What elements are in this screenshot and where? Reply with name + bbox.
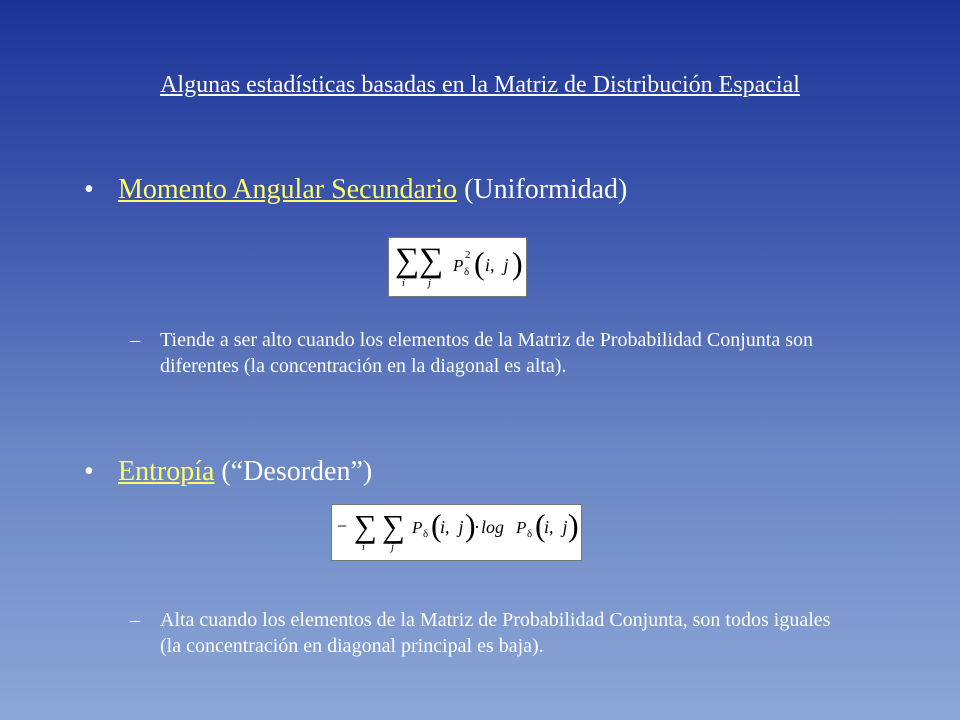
delta-subscript: δ (423, 528, 429, 540)
right-paren: ) (568, 507, 579, 543)
sum-symbol: ∑ (395, 242, 420, 279)
bullet-marker: • (84, 174, 94, 205)
sum-index-j: j (428, 277, 432, 289)
sub-bullet-dash: – (130, 329, 140, 351)
minus-sign: − (337, 516, 348, 536)
prob-symbol: P (412, 518, 423, 537)
description-entropy (130, 607, 850, 659)
bullet-term-qualifier: (“Desorden”) (214, 456, 373, 487)
prob-symbol: P (516, 518, 527, 537)
delta-subscript: δ (464, 266, 470, 278)
delta-subscript: δ (527, 528, 533, 540)
right-paren: ) (465, 507, 476, 543)
bullet-marker: • (84, 456, 94, 487)
multiply-dot: · (474, 517, 480, 537)
bullet-term-link[interactable]: Entropía (118, 456, 215, 487)
bullet-momento-angular (84, 174, 627, 206)
log-function: log (481, 517, 505, 537)
prob-symbol: P (453, 256, 464, 275)
bullet-term-qualifier: (Uniformidad) (457, 174, 628, 205)
left-paren: ( (431, 507, 442, 543)
args-i-j: i, j (440, 517, 464, 537)
description-text: Tiende a ser alto cuando los elementos de la Matriz de Probabilidad Conjunta son diferentes (la concentración en la diagonal es alta). (160, 329, 814, 377)
bullet-entropia (84, 456, 372, 488)
description-text: Alta cuando los elementos de la Matriz de Probabilidad Conjunta, son todos iguales (la concentración en diagonal principal es baja). (160, 609, 831, 657)
sub-bullet-dash: – (130, 609, 140, 631)
left-paren: ( (535, 507, 546, 543)
left-paren: ( (474, 245, 485, 281)
sum-symbol: ∑ (354, 508, 377, 544)
formula-entropy (331, 504, 582, 561)
args-i-j: i, j (544, 517, 568, 537)
right-paren: ) (512, 245, 523, 281)
args-i-j: i, j (485, 255, 509, 275)
sum-symbol: ∑ (419, 242, 444, 279)
bullet-term-link[interactable]: Momento Angular Secundario (118, 174, 458, 205)
sum-index-i: i (362, 541, 366, 553)
sum-symbol: ∑ (382, 508, 405, 544)
description-asm (130, 327, 850, 379)
slide-title: Algunas estadísticas basadas en la Matriz de Distribución Espacial (160, 72, 800, 98)
sum-index-i: i (402, 277, 406, 289)
exponent-two: 2 (465, 249, 471, 261)
sum-index-j: j (391, 541, 395, 553)
formula-asm (388, 237, 527, 297)
